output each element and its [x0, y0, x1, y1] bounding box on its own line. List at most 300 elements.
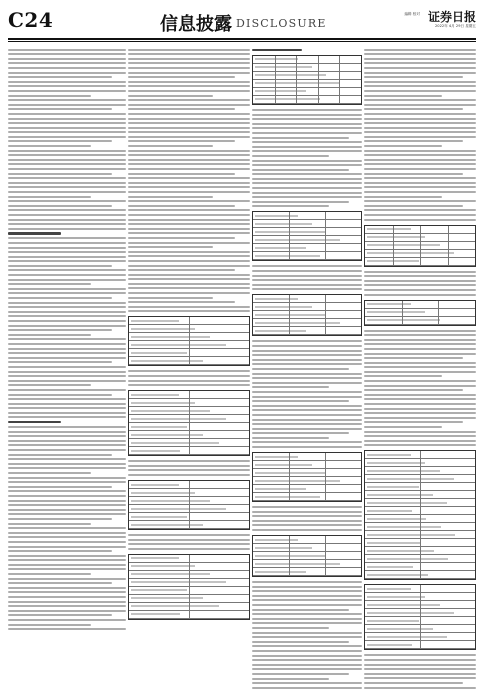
text-line: [364, 668, 476, 670]
text-line: [8, 145, 91, 147]
text-line: [364, 200, 476, 202]
text-line: [128, 168, 250, 170]
text-line: [128, 534, 250, 536]
text-line: [128, 163, 250, 165]
text-line: [128, 127, 250, 129]
text-line: [364, 90, 476, 92]
text-line: [252, 437, 329, 439]
text-line: [252, 581, 362, 583]
table-cell-text: [255, 571, 306, 573]
text-line: [8, 628, 126, 630]
text-line: [128, 173, 235, 175]
text-line: [128, 380, 250, 382]
text-line: [252, 182, 362, 184]
text-line: [128, 301, 235, 303]
text-line: [128, 370, 250, 372]
text-line: [364, 118, 476, 120]
table-row: [253, 469, 361, 477]
text-line: [8, 361, 112, 363]
table-cell-text: [367, 534, 455, 536]
text-line: [252, 668, 362, 670]
text-line: [364, 163, 476, 165]
text-line: [252, 645, 362, 647]
text-line: [128, 283, 250, 285]
text-line: [8, 315, 126, 317]
text-line: [8, 440, 126, 442]
table-row: [253, 212, 361, 220]
table-row: [253, 453, 361, 461]
text-line: [128, 269, 235, 271]
text-line: [128, 159, 250, 161]
table-cell-text: [367, 550, 434, 552]
table-cell-text: [255, 223, 312, 225]
text-line: [8, 619, 126, 621]
text-line: [252, 405, 362, 407]
text-line: [128, 205, 235, 207]
table-divider: [289, 295, 290, 335]
text-line: [252, 687, 362, 689]
text-line: [252, 350, 362, 352]
text-line: [364, 339, 476, 341]
text-line: [364, 444, 476, 446]
table-cell-text: [367, 612, 454, 614]
text-line: [252, 632, 362, 634]
text-line: [8, 352, 126, 354]
text-line: [8, 150, 126, 152]
table-cell-text: [367, 596, 425, 598]
text-line: [128, 274, 250, 276]
text-line: [128, 95, 213, 97]
table-cell-text: [367, 228, 411, 230]
text-line: [8, 614, 112, 616]
table-row: [253, 536, 361, 544]
text-line: [8, 76, 112, 78]
text-line: [128, 219, 250, 221]
page-header: [8, 6, 476, 34]
text-line: [252, 279, 362, 281]
table-row: [253, 552, 361, 560]
text-line: [8, 398, 126, 400]
table-divider: [438, 301, 439, 325]
table-cell-text: [255, 255, 320, 257]
table-cell-text: [131, 352, 187, 354]
text-line: [8, 242, 126, 244]
text-line: [8, 389, 126, 391]
table-cell-text: [131, 320, 179, 322]
text-line: [128, 384, 250, 386]
table-cell-text: [367, 244, 440, 246]
table-row: [365, 317, 475, 325]
text-line: [8, 297, 112, 299]
table-cell-text: [367, 558, 448, 560]
table-cell-text: [367, 303, 411, 305]
table-cell-text: [367, 620, 419, 622]
text-line: [364, 435, 476, 437]
text-line: [252, 664, 362, 666]
table-cell-text: [367, 502, 447, 504]
text-line: [128, 90, 250, 92]
table-cell-text: [131, 434, 203, 436]
table-cell-text: [367, 462, 425, 464]
text-line: [252, 678, 329, 680]
text-line: [128, 375, 250, 377]
text-line: [364, 186, 476, 188]
text-line: [364, 371, 476, 373]
text-line: [8, 95, 91, 97]
text-line: [364, 53, 476, 55]
text-line: [364, 280, 476, 282]
text-line: [364, 168, 476, 170]
text-line: [128, 177, 250, 179]
text-line: [364, 398, 476, 400]
text-line: [364, 113, 476, 115]
text-line: [8, 357, 126, 359]
text-line: [252, 432, 349, 434]
editor-info: 编辑 校对: [404, 12, 420, 16]
text-line: [252, 613, 362, 615]
text-line: [252, 118, 362, 120]
text-line: [128, 474, 250, 476]
text-line: [364, 426, 442, 428]
table-row: [253, 80, 361, 88]
text-line: [128, 85, 250, 87]
table-cell-text: [367, 494, 433, 496]
text-line: [252, 196, 362, 198]
text-line: [8, 591, 126, 593]
text-line: [364, 357, 463, 359]
text-line: [128, 214, 250, 216]
text-line: [128, 53, 250, 55]
text-line: [364, 62, 476, 64]
table-row: [253, 477, 361, 485]
text-line: [8, 546, 126, 548]
text-line: [252, 382, 362, 384]
table-row: [253, 252, 361, 260]
text-line: [128, 99, 250, 101]
text-line: [8, 375, 126, 377]
table-cell-text: [255, 82, 340, 84]
text-line: [8, 477, 126, 479]
text-line: [8, 118, 126, 120]
text-line: [364, 394, 476, 396]
table-cell-text: [367, 542, 420, 544]
text-line: [364, 205, 463, 207]
text-line: [252, 604, 362, 606]
text-line: [8, 247, 126, 249]
table-cell-text: [131, 394, 179, 396]
text-line: [128, 242, 250, 244]
text-line: [8, 573, 91, 575]
text-line: [8, 403, 126, 405]
text-line: [8, 292, 126, 294]
table-cell-text: [367, 566, 413, 568]
text-line: [364, 659, 476, 661]
text-line: [128, 118, 250, 120]
table-cell-text: [131, 402, 195, 404]
text-line: [8, 62, 126, 64]
text-line: [8, 136, 126, 138]
text-line: [8, 200, 126, 202]
text-line: [252, 270, 362, 272]
text-line: [128, 186, 250, 188]
table-cell-text: [255, 215, 298, 217]
text-line: [252, 169, 349, 171]
text-line: [364, 343, 476, 345]
text-line: [364, 209, 476, 211]
text-line: [8, 490, 126, 492]
table-divider: [325, 295, 326, 335]
table-cell-text: [131, 484, 179, 486]
text-line: [252, 682, 362, 684]
table-cell-text: [255, 539, 298, 541]
table-cell-text: [367, 478, 454, 480]
table-divider: [189, 555, 190, 619]
text-line: [8, 325, 126, 327]
text-line: [8, 449, 126, 451]
page-number: C24: [8, 8, 54, 32]
text-line: [128, 548, 250, 550]
text-line: [364, 49, 476, 51]
text-line: [128, 49, 250, 51]
text-line: [252, 141, 362, 143]
text-line: [8, 186, 126, 188]
text-line: [8, 624, 91, 626]
table-cell-text: [367, 628, 433, 630]
subheading-line: [252, 49, 302, 51]
table-cell-text: [131, 344, 226, 346]
table-cell-text: [255, 298, 298, 300]
text-line: [364, 72, 476, 74]
text-line: [364, 145, 442, 147]
table-cell-text: [255, 239, 340, 241]
table-divider: [189, 317, 190, 365]
data-table: [128, 554, 250, 620]
text-line: [252, 109, 362, 111]
table-cell-text: [367, 454, 411, 456]
text-line: [8, 426, 126, 428]
text-line: [8, 384, 91, 386]
text-line: [252, 155, 329, 157]
text-line: [128, 62, 250, 64]
table-cell-text: [131, 500, 210, 502]
text-line: [252, 160, 362, 162]
text-line: [128, 287, 250, 289]
text-line: [364, 177, 476, 179]
text-line: [8, 99, 126, 101]
text-line: [8, 237, 126, 239]
table-divider: [289, 536, 290, 576]
text-line: [252, 345, 362, 347]
table-cell-text: [131, 565, 195, 567]
text-line: [252, 201, 349, 203]
text-line: [8, 394, 112, 396]
newspaper-logo: 证券日报: [427, 10, 476, 24]
text-line: [364, 122, 476, 124]
text-line: [364, 330, 476, 332]
text-line: [252, 409, 362, 411]
table-divider: [420, 451, 421, 579]
text-line: [128, 150, 250, 152]
table-divider: [325, 536, 326, 576]
text-line: [8, 283, 91, 285]
text-line: [252, 396, 362, 398]
text-line: [8, 113, 126, 115]
text-line: [8, 205, 112, 207]
table-row: [253, 244, 361, 252]
table-cell-text: [131, 360, 203, 362]
text-line: [128, 543, 250, 545]
text-line: [364, 182, 476, 184]
table-row: [253, 72, 361, 80]
text-line: [128, 297, 213, 299]
column-2: [128, 46, 250, 690]
data-table: [252, 55, 362, 105]
table-cell-text: [131, 426, 187, 428]
text-line: [252, 618, 362, 620]
table-divider: [420, 585, 421, 649]
text-line: [364, 150, 476, 152]
text-line: [128, 260, 250, 262]
text-line: [8, 329, 112, 331]
text-line: [128, 469, 250, 471]
text-line: [8, 559, 126, 561]
text-line: [252, 173, 362, 175]
text-line: [8, 467, 126, 469]
table-cell-text: [255, 547, 312, 549]
text-line: [252, 520, 362, 522]
text-line: [8, 320, 126, 322]
text-line: [128, 460, 250, 462]
text-line: [8, 269, 126, 271]
table-cell-text: [131, 589, 187, 591]
table-divider: [325, 212, 326, 260]
text-line: [8, 223, 126, 225]
text-line: [252, 529, 362, 531]
data-table: [128, 316, 250, 366]
table-cell-text: [255, 314, 326, 316]
text-line: [8, 596, 126, 598]
text-line: [364, 431, 476, 433]
table-cell-text: [367, 486, 419, 488]
text-line: [252, 164, 362, 166]
table-cell-text: [131, 418, 226, 420]
text-line: [364, 334, 476, 336]
text-line: [128, 131, 250, 133]
text-line: [252, 511, 362, 513]
table-divider: [318, 56, 319, 104]
subheading-line: [8, 232, 61, 234]
text-line: [8, 168, 126, 170]
text-line: [8, 228, 126, 230]
table-divider: [296, 56, 297, 104]
text-line: [8, 550, 112, 552]
text-line: [252, 386, 329, 388]
text-line: [8, 131, 126, 133]
table-row: [253, 228, 361, 236]
text-line: [8, 348, 126, 350]
text-line: [364, 348, 476, 350]
table-row: [365, 301, 475, 309]
text-line: [8, 416, 126, 418]
table-divider: [339, 56, 340, 104]
table-cell-text: [131, 442, 219, 444]
text-line: [8, 108, 112, 110]
text-line: [8, 53, 126, 55]
table-row: [253, 295, 361, 303]
text-line: [8, 587, 126, 589]
table-cell-text: [131, 613, 180, 615]
table-row: [253, 236, 361, 244]
text-line: [252, 599, 362, 601]
table-divider: [420, 226, 421, 266]
text-line: [8, 568, 126, 570]
text-line: [364, 284, 476, 286]
text-line: [252, 288, 362, 290]
text-line: [252, 622, 362, 624]
text-line: [8, 518, 112, 520]
text-line: [364, 136, 476, 138]
text-line: [128, 251, 250, 253]
table-divider: [448, 226, 449, 266]
text-line: [8, 251, 126, 253]
text-line: [8, 541, 126, 543]
text-line: [8, 306, 126, 308]
table-cell-text: [367, 574, 428, 576]
text-line: [252, 400, 349, 402]
text-line: [364, 440, 476, 442]
table-cell-text: [131, 597, 203, 599]
table-divider: [393, 226, 394, 266]
text-line: [128, 255, 250, 257]
table-cell-text: [131, 573, 210, 575]
text-line: [364, 654, 476, 656]
text-line: [8, 154, 126, 156]
table-cell-text: [255, 563, 340, 565]
text-line: [128, 140, 235, 142]
table-cell-text: [255, 231, 326, 233]
table-row: [253, 311, 361, 319]
text-line: [8, 85, 126, 87]
table-cell-text: [367, 636, 447, 638]
text-line: [8, 371, 126, 373]
text-line: [8, 122, 126, 124]
section-title: 信息披露: [160, 14, 232, 35]
text-line: [364, 289, 476, 291]
data-table: [364, 450, 476, 580]
text-line: [364, 380, 476, 382]
issue-date: 2022年 4月 29日 星期五: [435, 24, 476, 28]
text-line: [128, 122, 250, 124]
text-line: [8, 127, 126, 129]
text-line: [364, 140, 463, 142]
table-cell-text: [131, 450, 180, 452]
text-line: [128, 104, 250, 106]
text-line: [8, 140, 112, 142]
text-line: [252, 609, 349, 611]
table-cell-text: [255, 90, 306, 92]
text-line: [128, 232, 250, 234]
text-line: [252, 595, 362, 597]
data-table: [364, 584, 476, 650]
text-line: [252, 428, 362, 430]
table-divider: [189, 481, 190, 529]
table-row: [253, 56, 361, 64]
table-row: [253, 64, 361, 72]
table-cell-text: [367, 311, 425, 313]
table-cell-text: [255, 322, 340, 324]
text-line: [128, 72, 250, 74]
text-line: [252, 187, 362, 189]
